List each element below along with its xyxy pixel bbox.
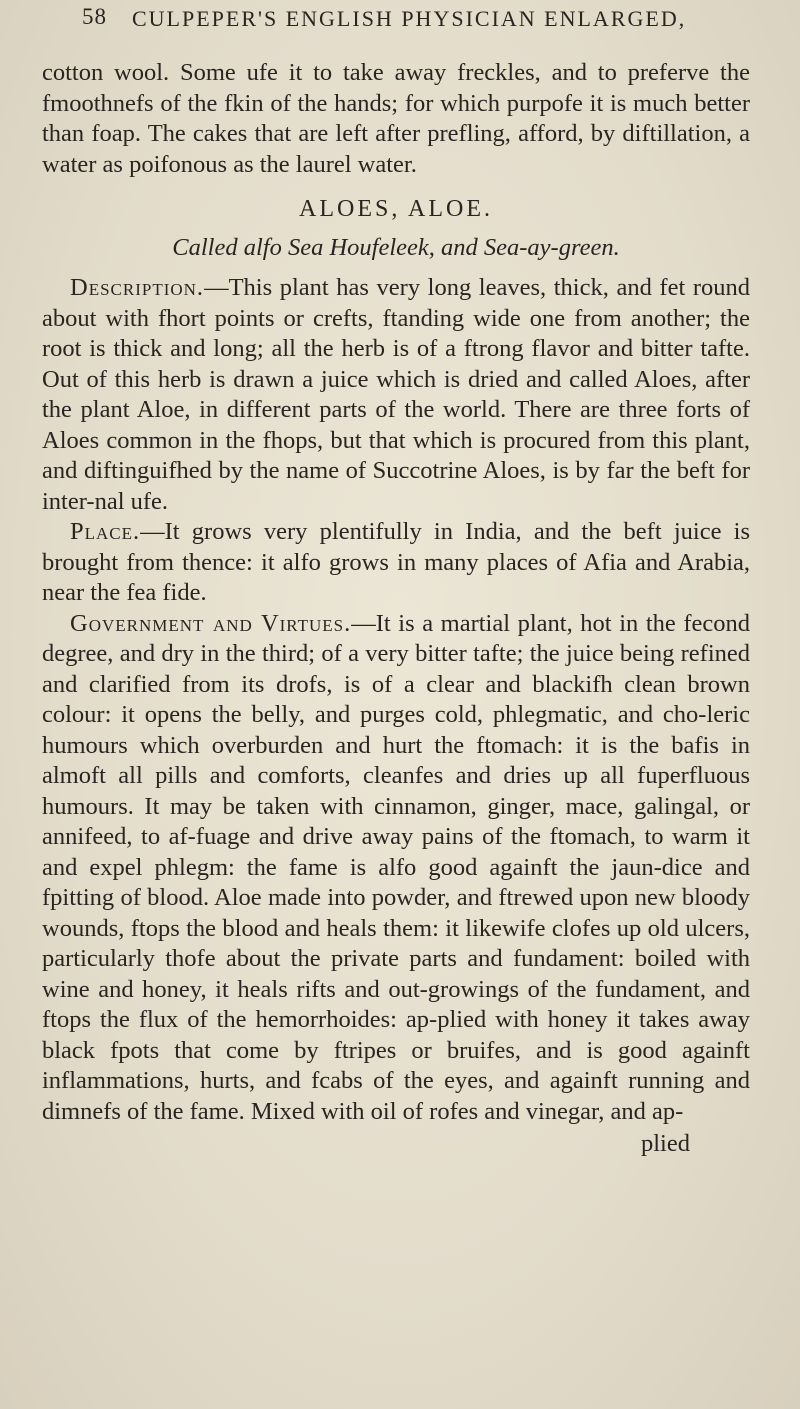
government-paragraph <box>42 609 750 1128</box>
running-header <box>82 4 722 44</box>
place-label: Place. <box>70 518 141 545</box>
place-text: —It grows very plentifully in India, and the beft juice is brought from thence: it alfo grows in many places of Afia and Arabia, near the fea fide. <box>42 518 750 606</box>
description-label: Description. <box>70 274 205 301</box>
running-title: CULPEPER'S ENGLISH PHYSICIAN ENLARGED, <box>132 6 687 31</box>
page-number: 58 <box>82 4 107 29</box>
entry-heading: ALOES, ALOE. <box>299 196 493 222</box>
catchword: plied <box>641 1130 690 1157</box>
body-text <box>42 58 750 1160</box>
place-paragraph <box>42 517 750 609</box>
description-paragraph <box>42 273 750 517</box>
continued-paragraph: cotton wool. Some ufe it to take away freckles, and to preferve the fmoothnefs of the fkin of the hands; for which purpofe it is much better than foap. The cakes that are left after prefling, afford, by diftillation, a water as poifonous as the laurel water. <box>42 59 750 178</box>
description-text: —This plant has very long leaves, thick, and fet round about with fhort points or crefts, ftanding wide one from another; the root is thick and long; all the herb is of a ftrong flavor and bitter tafte. Out of this herb is drawn a juice which is dried and called Aloes, after the plant Aloe, in different parts of the world. There are three forts of Aloes common in the fhops, but that which is procured from this plant, and diftinguifhed by the name of Succotrine Aloes, is by far the beft for inter-nal ufe. <box>42 274 750 515</box>
government-text: —It is a martial plant, hot in the fecond degree, and dry in the third; of a very bitter tafte; the juice being refined and clarified from its drofs, is of a clear and blackifh clean brown colour: it opens the belly, and purges cold, phlegmatic, and cho-leric humours which overburden and hurt the ftomach: it is the bafis in almoft all pills and comforts, cleanfes and dries up all fuperfluous humours. It may be taken with cinnamon, ginger, mace, galingal, or annifeed, to af-fuage and drive away pains of the ftomach, to warm it and expel phlegm: the fame is alfo good againft the jaun-dice and fpitting of blood. Aloe made into powder, and ftrewed upon new bloody wounds, ftops the blood and heals them: it likewife clofes up old ulcers, particularly thofe about the private parts and fundament: boiled with wine and honey, it heals rifts and out-growings of the fundament, and ftops the flux of the hemorrhoides: ap-plied with honey it takes away black fpots that come by ftripes or bruifes, and is good againft inflammations, hurts, and fcabs of the eyes, and againft running and dimnefs of the fame. Mixed with oil of rofes and vinegar, and ap- <box>42 609 750 1125</box>
entry-subheading: Called alfo Sea Houfeleek, and Sea-ay-green. <box>172 233 620 261</box>
government-label: Government and Virtues. <box>70 609 352 637</box>
